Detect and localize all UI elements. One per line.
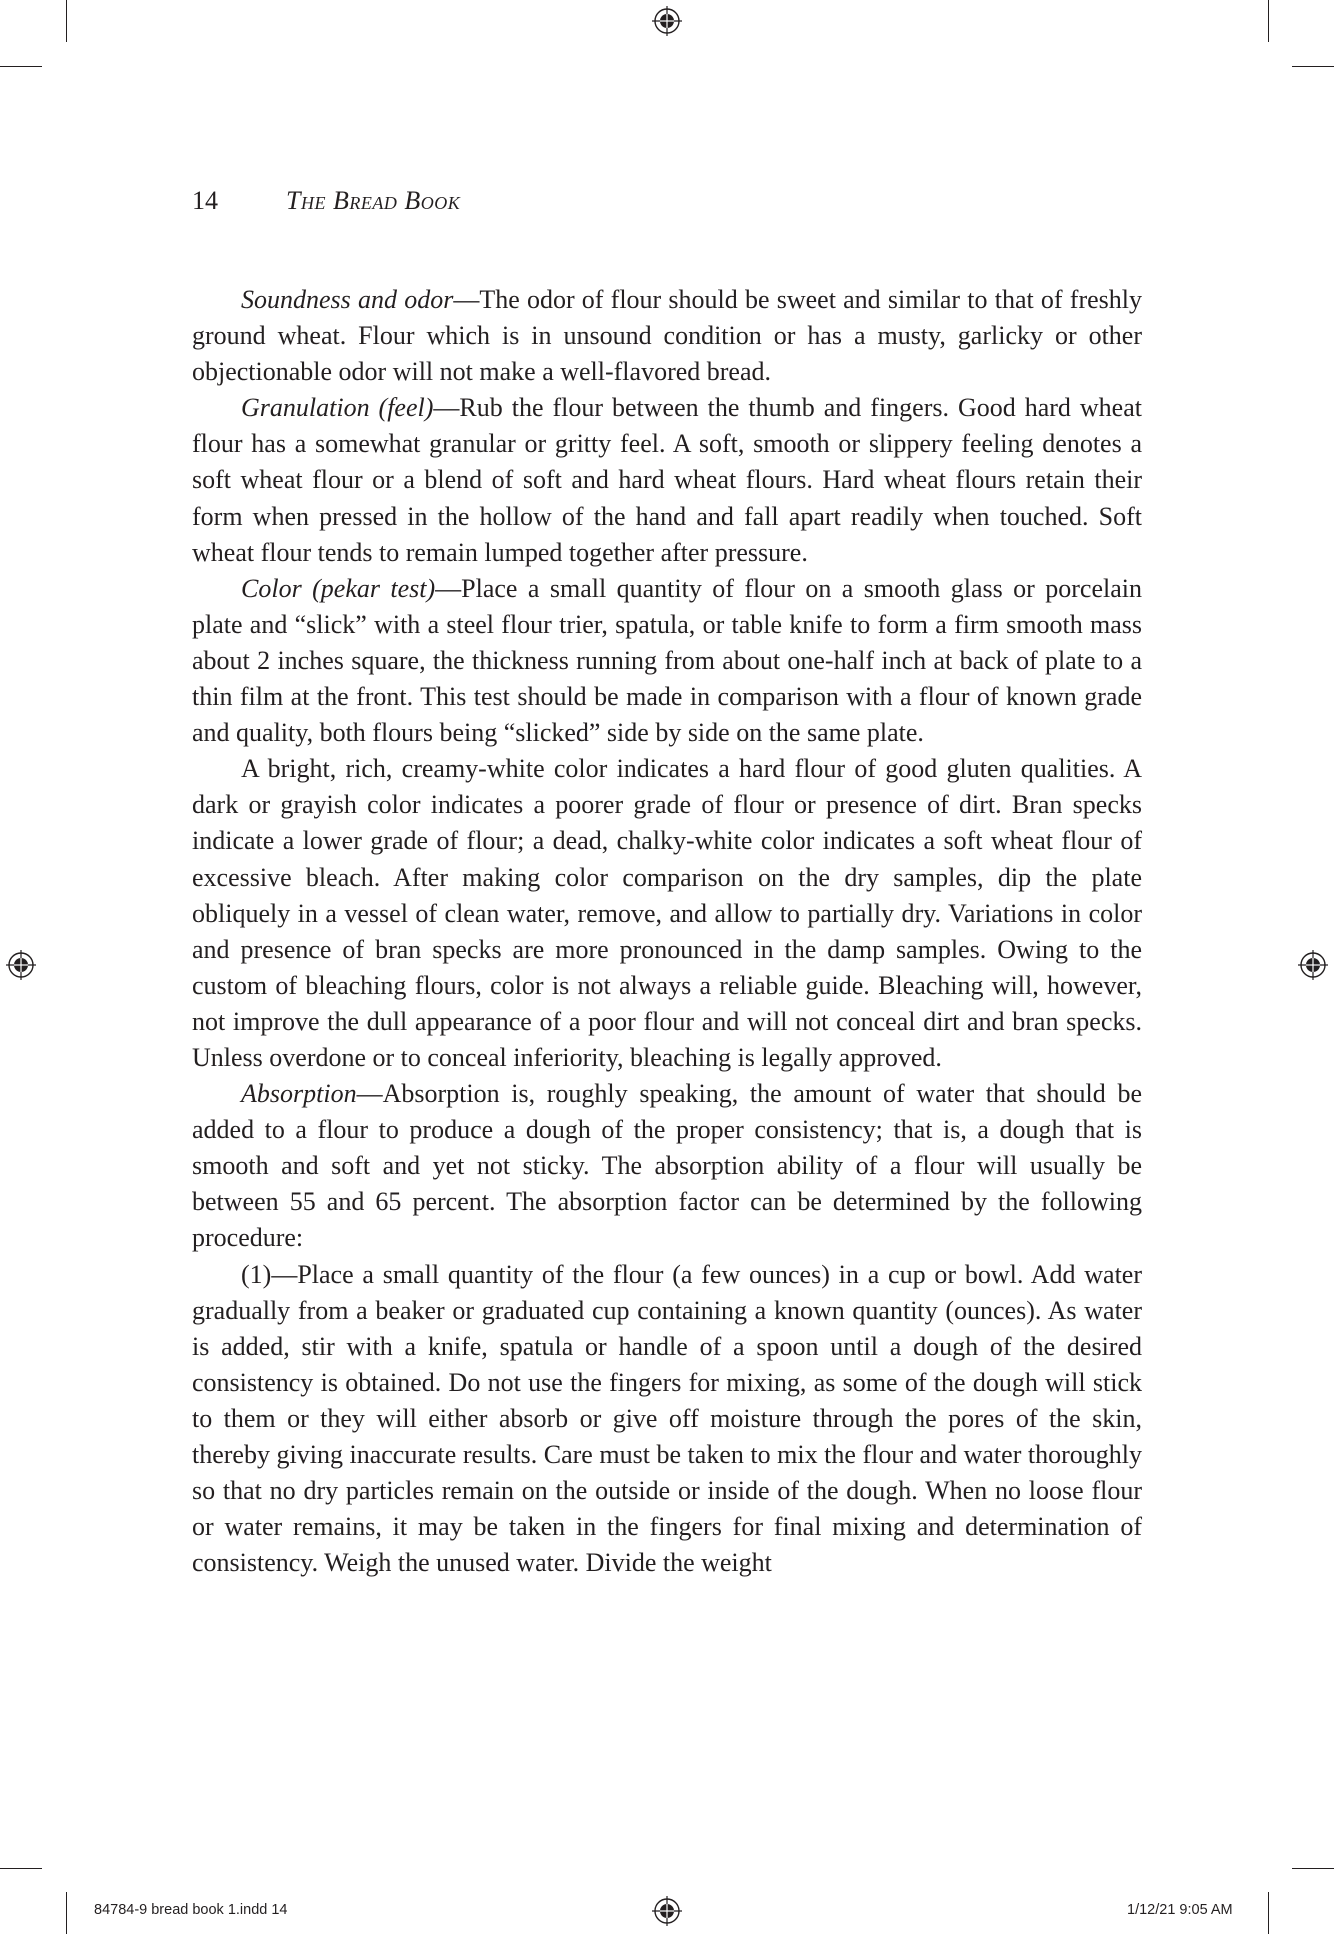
- paragraph-granulation: [192, 390, 1142, 570]
- crop-mark-bottom-right-h: [1292, 1868, 1334, 1869]
- paragraph-absorption: [192, 1076, 1142, 1256]
- paragraph-text: —Rub the flour between the thumb and fingers. Good hard wheat flour has a somewhat granular or gritty feel. A soft, smooth or slippery feeling denotes a soft wheat flour or a blend of soft and hard wheat flours. Hard wheat flours retain their form when pressed in the hollow of the hand and fall apart readily when touched. Soft wheat flour tends to remain lumped together after pressure.: [192, 393, 1142, 567]
- crop-mark-bottom-right: [1268, 1892, 1269, 1934]
- slug-file-info: 84784-9 bread book 1.indd 14: [94, 1902, 288, 1918]
- registration-target-icon-bottom: [652, 1896, 682, 1926]
- body-text: [192, 282, 1142, 1581]
- paragraph-text: A bright, rich, creamy-white color indicates a hard flour of good gluten qualities. A dark or grayish color indicates a poorer grade of flour or presence of dirt. Bran specks indicate a lower grade of flour; a dead, chalky-white color indicates a soft wheat flour of excessive bleach. After making color comparison on the dry samples, dip the plate obliquely in a vessel of clean water, remove, and allow to partially dry. Variations in color and presence of bran specks are more pronounced in the damp samples. Owing to the custom of bleaching flours, color is not always a reliable guide. Bleaching will, however, not improve the dull appearance of a poor flour and will not conceal dirt and bran specks. Unless overdone or to conceal inferiority, bleaching is legally approved.: [192, 754, 1142, 1072]
- crop-mark-top-left-h: [0, 66, 42, 67]
- crop-mark-bottom-left: [66, 1892, 67, 1934]
- term-granulation: Granulation (feel): [241, 393, 434, 423]
- running-head: [192, 186, 460, 216]
- page-number: 14: [192, 186, 218, 215]
- paragraph-color-test: [192, 571, 1142, 751]
- paragraph-procedure-step-1: [192, 1257, 1142, 1582]
- term-absorption: Absorption: [241, 1079, 357, 1109]
- crop-mark-top-right-h: [1292, 66, 1334, 67]
- registration-target-icon-top: [652, 6, 682, 36]
- slug-timestamp: 1/12/21 9:05 AM: [1127, 1902, 1233, 1918]
- paragraph-text: —The odor of flour should be sweet and similar to that of freshly ground wheat. Flour which is in unsound condition or has a musty, garlicky or other objectionable odor will not make a well-flavored bread.: [192, 285, 1142, 387]
- registration-target-icon-right: [1298, 950, 1328, 980]
- crop-mark-top-right: [1268, 0, 1269, 42]
- crop-mark-bottom-left-h: [0, 1868, 42, 1869]
- paragraph-soundness: [192, 282, 1142, 390]
- paragraph-text: —Absorption is, roughly speaking, the amount of water that should be added to a flour to produce a dough of the proper consistency; that is, a dough that is smooth and soft and yet not sticky. The absorption ability of a flour will usually be between 55 and 65 percent. The absorption factor can be determined by the following procedure:: [192, 1079, 1142, 1253]
- paragraph-text: —Place a small quantity of flour on a smooth glass or porcelain plate and “slick” with a steel flour trier, spatula, or table knife to form a firm smooth mass about 2 inches square, the thickness running from about one-half inch at back of plate to a thin film at the front. This test should be made in comparison with a flour of known grade and quality, both flours being “slicked” side by side on the same plate.: [192, 573, 1142, 748]
- registration-target-icon-left: [6, 950, 36, 980]
- book-title: The Bread Book: [286, 186, 461, 215]
- term-color-pekar-test: Color (pekar test): [241, 573, 436, 603]
- paragraph-color-description: [192, 751, 1142, 1076]
- paragraph-text: (1)—Place a small quantity of the flour (a few ounces) in a cup or bowl. Add water gradually from a beaker or graduated cup containing a known quantity (ounces). As water is added, stir with a knife, spatula or handle of a spoon until a dough of the desired consistency is obtained. Do not use the fingers for mixing, as some of the dough will stick to them or they will either absorb or give off moisture through the pores of the skin, thereby giving inaccurate results. Care must be taken to mix the flour and water thoroughly so that no dry particles remain on the outside or inside of the dough. When no loose flour or water remains, it may be taken in the fingers for final mixing and determination of consistency. Weigh the unused water. Divide the weight: [192, 1259, 1142, 1578]
- term-soundness-and-odor: Soundness and odor: [241, 285, 454, 314]
- crop-mark-top-left: [66, 0, 67, 42]
